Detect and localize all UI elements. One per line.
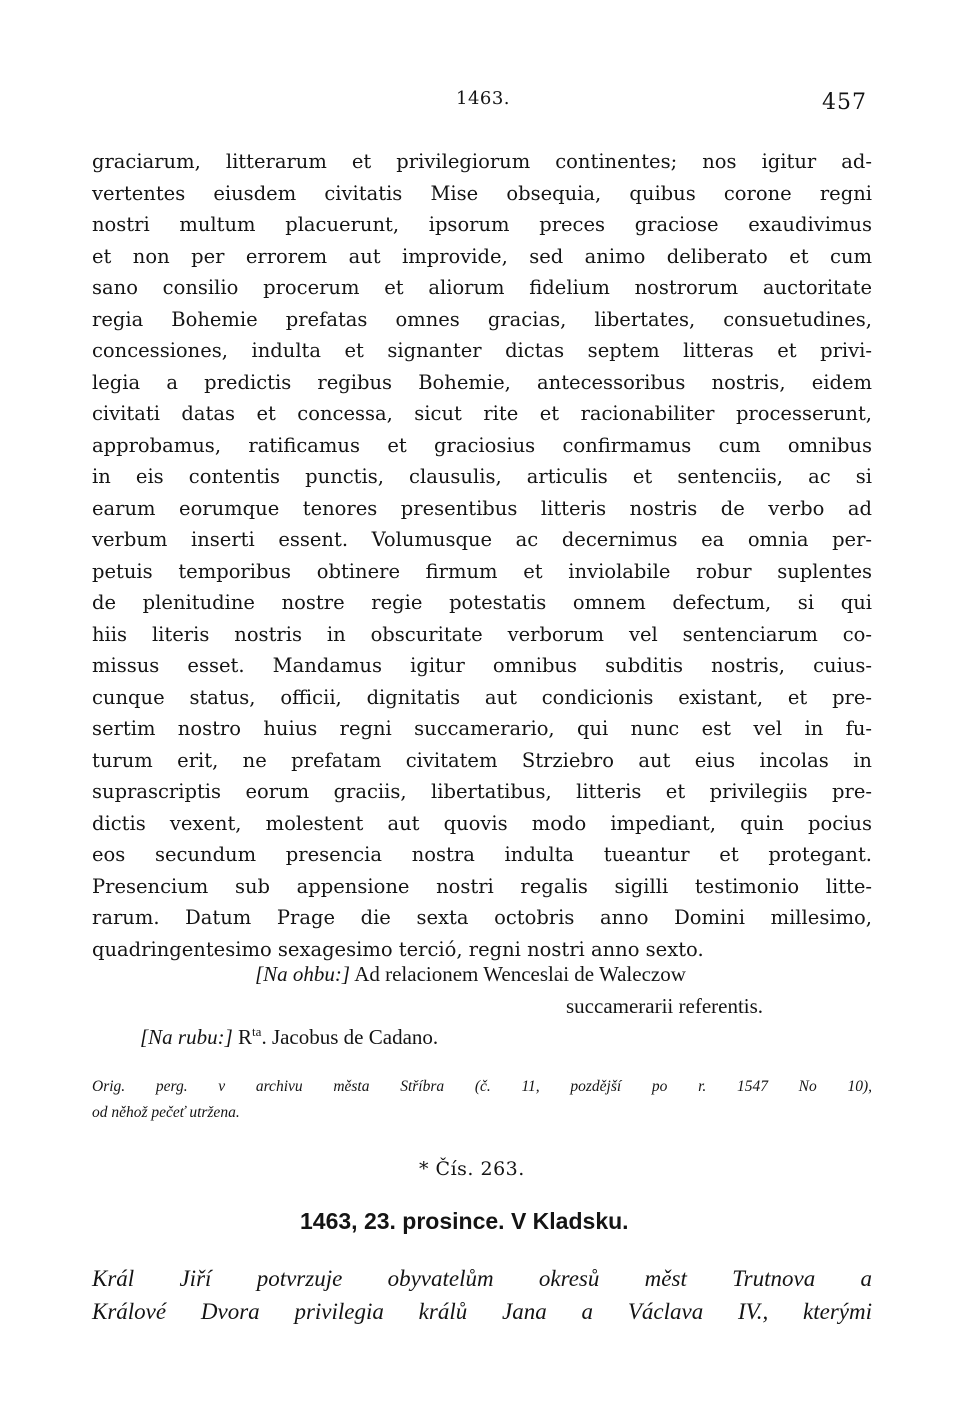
body-line: petuis temporibus obtinere firmum et inviolabile robur suplentes <box>92 559 872 583</box>
fold-label: [Na ohbu:] <box>255 962 351 986</box>
body-line: missus esset. Mandamus igitur omnibus subditis nostris, cuius- <box>92 654 872 677</box>
body-line: quadringentesimo sexagesimo terció, regni nostri anno sexto. <box>92 937 704 961</box>
charter-body-text <box>92 146 872 965</box>
fold-text-continued: succamerarii referentis. <box>566 994 764 1018</box>
running-head-year: 1463. <box>456 88 511 109</box>
body-line: earum eorumque tenores presentibus litteris nostris de verbo ad <box>92 496 872 520</box>
body-line: rarum. Datum Prage die sexta octobris anno Domini millesimo, <box>92 906 872 929</box>
body-line: legia a predictis regibus Bohemie, antecessoribus nostris, eidem <box>92 370 872 394</box>
registrata-superscript: ta <box>252 1024 262 1039</box>
reverse-label: [Na rubu:] <box>140 1025 233 1049</box>
body-line: sertim nostro huius regni succamerario, qui nunc est vel in fu- <box>92 717 872 740</box>
dorsal-note-fold <box>255 962 686 987</box>
fold-text: Ad relacionem Wenceslai de Waleczow <box>350 962 686 986</box>
body-line: approbamus, ratificamus et graciosius confirmamus cum omnibus <box>92 433 872 457</box>
body-line: graciarum, litterarum et privilegiorum continentes; nos igitur ad- <box>92 150 872 173</box>
body-line: verbum inserti essent. Volumusque ac decernimus ea omnia per- <box>92 528 872 551</box>
body-line: turum erit, ne prefatam civitatem Strziebro aut eius incolas in <box>92 748 872 772</box>
summary-line: Král Jiří potvrzuje obyvatelům okresů měst Trutnova a <box>92 1266 872 1291</box>
document-heading: 1463, 23. prosince. V Kladsku. <box>300 1208 629 1234</box>
summary-line: Králové Dvora privilegia králů Jana a Václava IV., kterými <box>92 1299 872 1324</box>
dorsal-note-fold-continued <box>566 994 763 1019</box>
source-note-line: od něhož pečeť utržena. <box>92 1104 240 1121</box>
body-line: in eis contentis punctis, clausulis, articulis et sentenciis, ac si <box>92 465 872 488</box>
registrata-mark: R <box>232 1025 253 1049</box>
body-line: Presencium sub appensione nostri regalis sigilli testimonio litte- <box>92 874 872 898</box>
dorsal-note-reverse <box>140 1024 438 1050</box>
source-note <box>92 1074 872 1126</box>
page-number: 457 <box>822 90 867 115</box>
body-line: concessiones, indulta et signanter dictas septem litteras et privi- <box>92 339 872 362</box>
body-line: cunque status, officii, dignitatis aut condicionis existant, et pre- <box>92 685 872 709</box>
document-summary <box>92 1262 872 1328</box>
body-line: dictis vexent, molestent aut quovis modo impediant, quin pocius <box>92 811 872 835</box>
body-line: hiis literis nostris in obscuritate verborum vel sentenciarum co- <box>92 622 872 646</box>
document-number: * Čís. 263. <box>419 1158 525 1180</box>
body-line: et non per errorem aut improvide, sed animo deliberato et cum <box>92 244 872 268</box>
body-line: regia Bohemie prefatas omnes gracias, libertates, consuetudines, <box>92 307 872 331</box>
source-note-line: Orig. perg. v archivu města Stříbra (č. 11, pozdější po r. 1547 No 10), <box>92 1078 872 1095</box>
body-line: suprascriptis eorum graciis, libertatibus, litteris et privilegiis pre- <box>92 780 872 803</box>
body-line: nostri multum placuerunt, ipsorum preces graciose exaudivimus <box>92 213 872 236</box>
body-line: eos secundum presencia nostra indulta tueantur et protegant. <box>92 843 872 866</box>
reverse-text: . Jacobus de Cadano. <box>261 1025 439 1049</box>
body-line: vertentes eiusdem civitatis Mise obsequia, quibus corone regni <box>92 181 872 205</box>
body-line: sano consilio procerum et aliorum fidelium nostrorum auctoritate <box>92 276 872 299</box>
body-line: de plenitudine nostre regie potestatis omnem defectum, si qui <box>92 591 872 614</box>
body-line: civitati datas et concessa, sicut rite et racionabiliter processerunt, <box>92 402 872 425</box>
